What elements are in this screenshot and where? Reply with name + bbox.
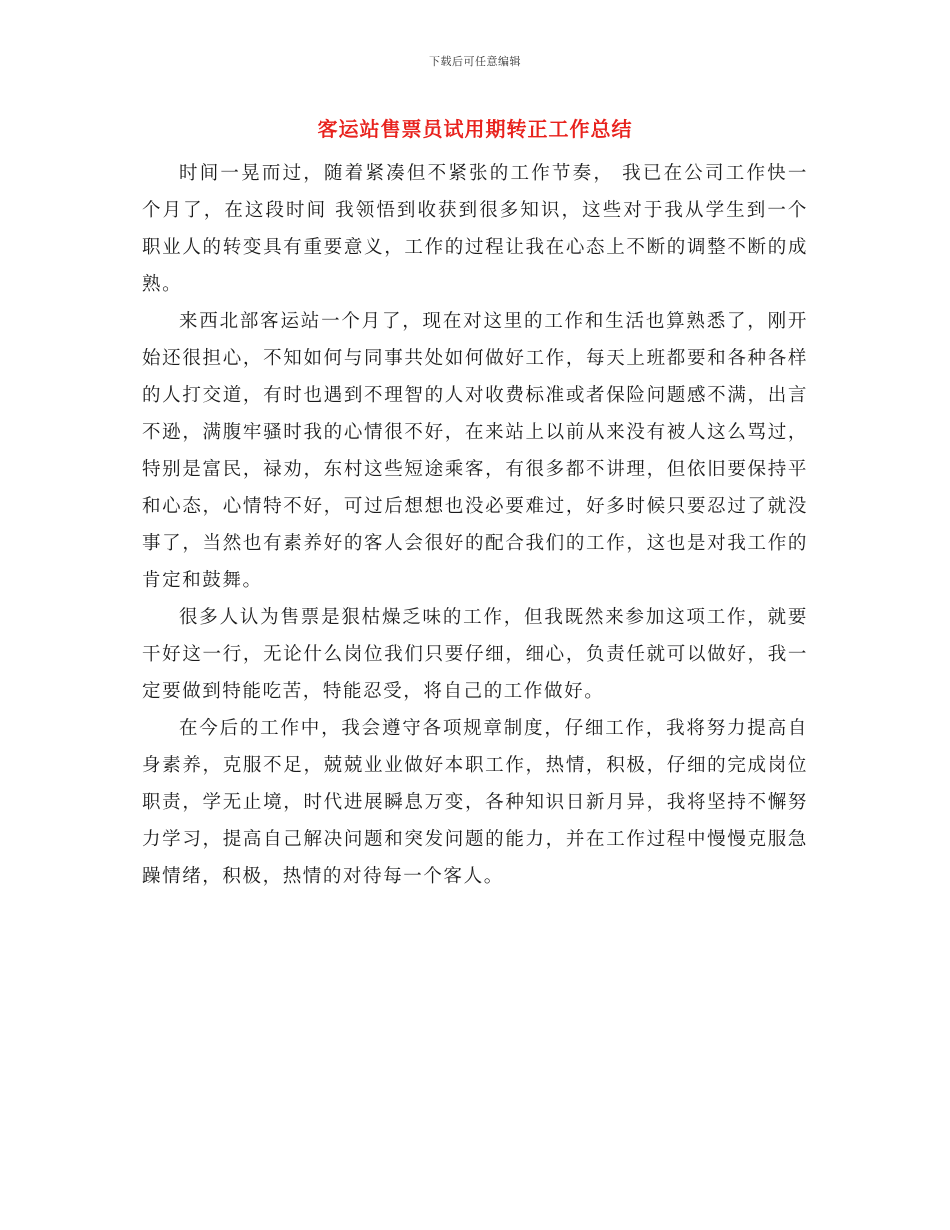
paragraph-4: 在今后的工作中，我会遵守各项规章制度，仔细工作，我将努力提高自身素养，克服不足，兢兢业业做好本职工作，热情，积极，仔细的完成岗位职责，学无止境，时代进展瞬息万变，各种知识日新月异，我将坚持不懈努力学习，提高自己解决问题和突发问题的能力，并在工作过程中慢慢克服急躁情绪，积极，热情的对待每一个客人。	[142, 718, 808, 887]
document-body	[142, 155, 808, 895]
paragraph-3: 很多人认为售票是狠枯燥乏味的工作，但我既然来参加这项工作，就要干好这一行，无论什么岗位我们只要仔细，细心，负责任就可以做好，我一定要做到特能吃苦，特能忍受，将自己的工作做好。	[142, 607, 808, 702]
header-note: 下载后可任意编辑	[429, 55, 521, 68]
paragraph-1: 时间一晃而过，随着紧凑但不紧张的工作节奏， 我已在公司工作快一个月了，在这段时间 我领悟到收获到很多知识，这些对于我从学生到一个职业人的转变具有重要意义，工作的过程让我在心态上不断的调整不断的成熟。	[142, 163, 808, 295]
paragraph-2: 来西北部客运站一个月了，现在对这里的工作和生活也算熟悉了，刚开始还很担心，不知如何与同事共处如何做好工作，每天上班都要和各种各样的人打交道，有时也遇到不理智的人对收费标准或者保险问题感不满，出言不逊，满腹牢骚时我的心情很不好，在来站上以前从来没有被人这么骂过，特别是富民，禄劝，东村这些短途乘客，有很多都不讲理，但依旧要保持平和心态，心情特不好，可过后想想也没必要难过，好多时候只要忍过了就没事了，当然也有素养好的客人会很好的配合我们的工作，这也是对我工作的肯定和鼓舞。	[142, 311, 808, 591]
document-title: 客运站售票员试用期转正工作总结	[317, 117, 633, 141]
